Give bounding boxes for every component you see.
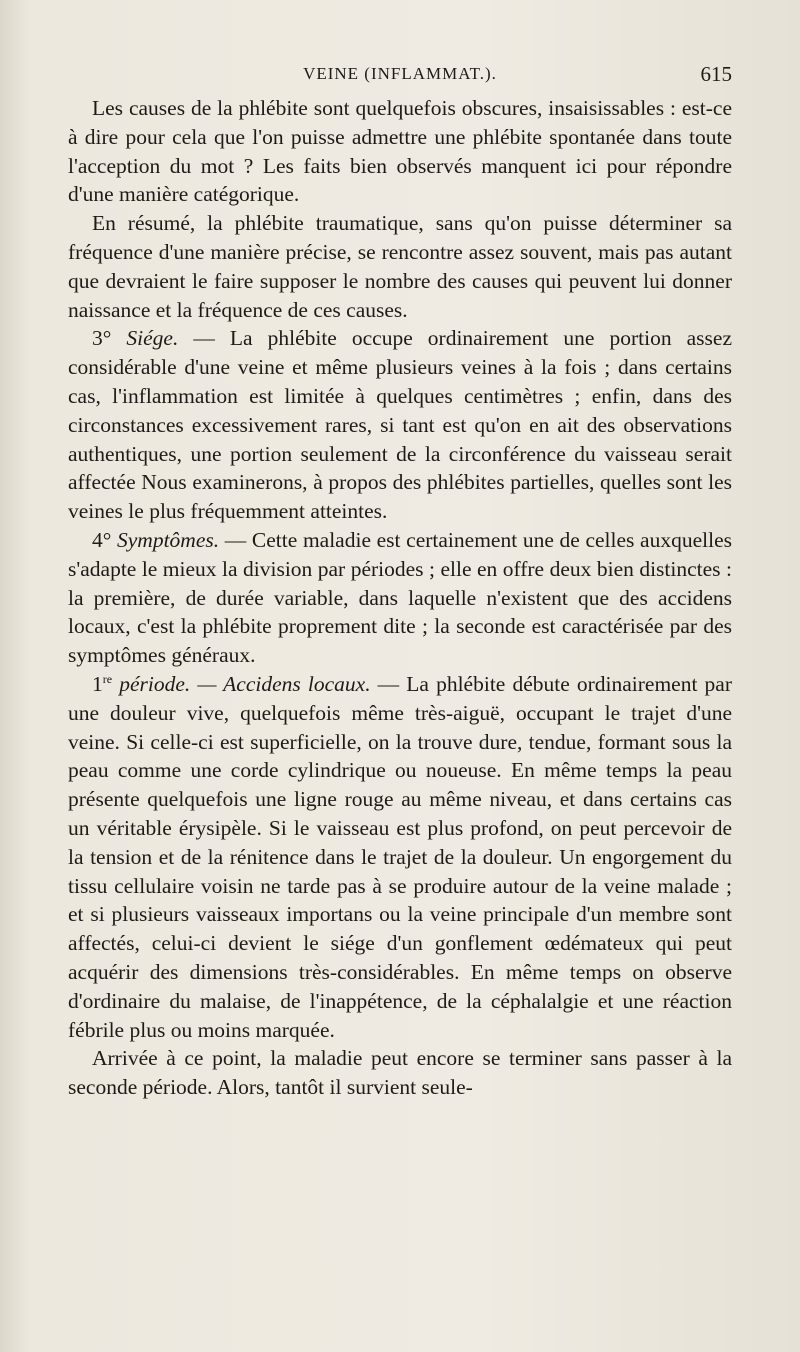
paragraph-symptomes: [68, 526, 732, 670]
running-head: VEINE (INFLAMMAT.).: [303, 64, 497, 83]
period-dash: —: [370, 671, 407, 696]
paragraph-arrivee: Arrivée à ce point, la maladie peut encore se terminer sans passer à la seconde période. Alors, tantôt il survient seule-: [68, 1046, 732, 1100]
section-dash: —: [178, 326, 230, 351]
page-number: 615: [700, 62, 732, 86]
paragraph-resume: En résumé, la phlébite traumatique, sans qu'on puisse déterminer sa fréquence d'une manière précise, se rencontre assez souvent, mais pas autant que devraient le faire supposer le nombre des causes qui peuvent lui donner naissance et la fréquence de ces causes.: [68, 211, 732, 322]
section-number: 4°: [92, 527, 112, 552]
section-text-symptomes: Cette maladie est certainement une de celles auxquelles s'adapte le mieux la division par périodes ; elle en offre deux bien distinctes : la première, de durée variable, dans laquelle n'existent que des accidens locaux, c'est la phlébite proprement dite ; la seconde est caractérisée par des symptômes généraux.: [68, 527, 733, 668]
body-text: [68, 94, 732, 1102]
paragraph-siege: [68, 324, 732, 526]
paragraph-premiere-periode: [68, 670, 732, 1044]
paragraph-causes-obscures: Les causes de la phlébite sont quelquefois obscures, insaisissables : est-ce à dire pour cela que l'on puisse admettre une phlébite spontanée dans toute l'acception du mot ? Les faits bien observés manquent ici pour répondre d'une manière catégorique.: [68, 96, 732, 207]
section-title-siege: Siége.: [126, 326, 179, 351]
period-label: période. — Accidens locaux.: [119, 671, 371, 696]
period-number-suffix: re: [102, 671, 113, 686]
section-title-symptomes: Symptômes.: [117, 527, 220, 552]
section-text-siege: La phlébite occupe ordinairement une portion assez considérable d'une veine et même plusieurs veines à la fois ; dans certains cas, l'inflammation est limitée à quelques centimètres ; enfin, dans des circonstances excessivement rares, si tant est qu'on en ait des observations authentiques, une portion seulement de la circonférence du vaisseau serait affectée Nous examinerons, à propos des phlébites partielles, quelles sont les veines le plus fréquemment atteintes.: [68, 326, 732, 524]
section-dash: —: [219, 527, 252, 552]
period-text: La phlébite débute ordinairement par une douleur vive, quelquefois même très-aiguë, occupant le trajet d'une veine. Si celle-ci est superficielle, on la trouve dure, tendue, formant sous la peau comme une corde cylindrique ou noueuse. En même temps la peau présente quelquefois une ligne rouge au même niveau, et dans certains cas un véritable érysipèle. Si le vaisseau est plus profond, on peut percevoir de la tension et de la rénitence dans le trajet de la douleur. Un engorgement du tissu cellulaire voisin ne tarde pas à se produire autour de la veine malade ; et si plusieurs vaisseaux importans ou la veine principale d'un membre sont affectés, celui-ci devient le siége d'un gonflement œdémateux qui peut acquérir des dimensions très-considérables. En même temps on observe d'ordinaire du malaise, de l'inappétence, de la céphalalgie et une réaction fébrile plus ou moins marquée.: [68, 671, 732, 1042]
section-number: 3°: [92, 326, 112, 351]
period-number: 1: [92, 671, 103, 696]
page-header: [68, 60, 732, 90]
